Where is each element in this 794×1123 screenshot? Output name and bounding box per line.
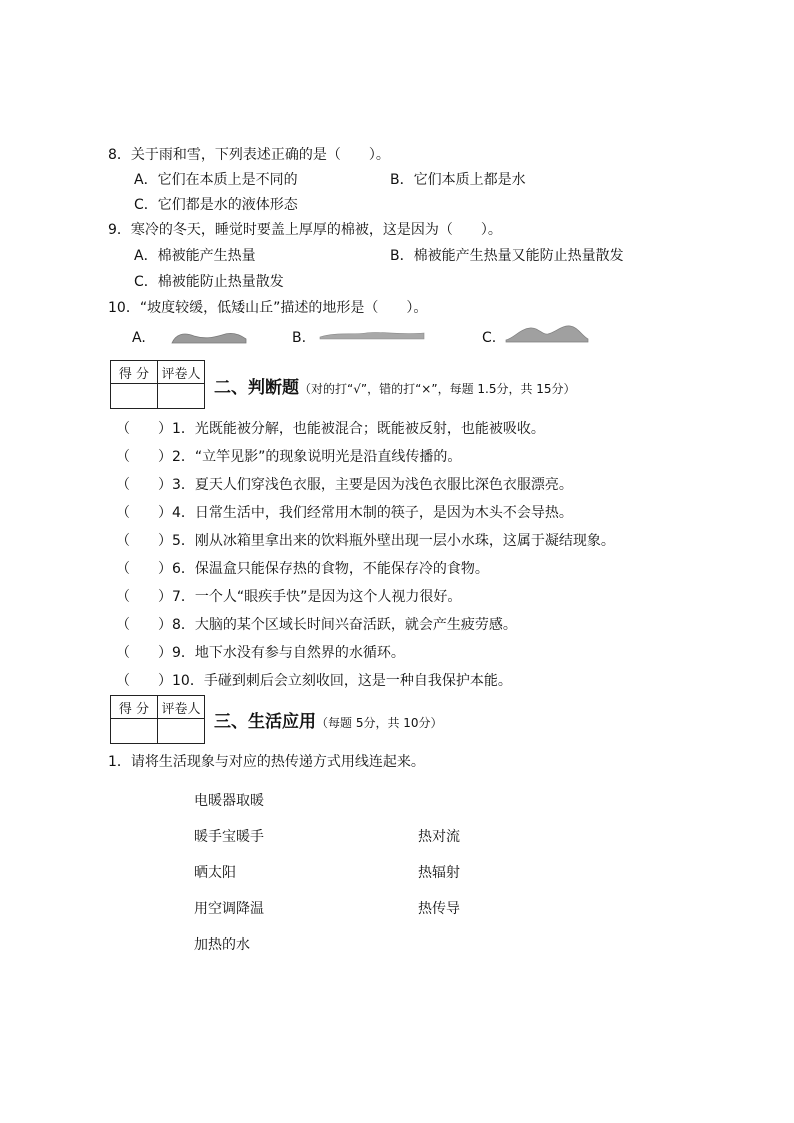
section-2-note: （对的打“√”，错的打“×”，每题 1.5分，共 15分） — [299, 382, 576, 396]
matching-right-item: 热对流 — [418, 829, 460, 845]
section-3-title: 三、生活应用 — [214, 712, 316, 732]
matching-right-item: 热辐射 — [418, 865, 460, 881]
score-label: 得 分 — [111, 361, 158, 384]
matching-question: 1．请将生活现象与对应的热传递方式用线连起来。 — [108, 754, 425, 770]
terrain-b-image — [318, 327, 426, 341]
score-box-section-3 — [110, 695, 205, 744]
question-9-option-c: C．棉被能防止热量散发 — [134, 274, 284, 290]
grader-label: 评卷人 — [158, 696, 205, 719]
matching-left-item: 电暖器取暖 — [194, 793, 264, 809]
judgment-item: （ ）9．地下水没有参与自然界的水循环。 — [116, 645, 405, 661]
grader-label: 评卷人 — [158, 361, 205, 384]
judgment-item: （ ）6．保温盒只能保存热的食物，不能保存冷的食物。 — [116, 561, 489, 577]
question-8-stem: 8．关于雨和雪，下列表述正确的是（ ）。 — [108, 147, 390, 163]
answer-bracket: （ ） — [116, 533, 172, 549]
terrain-c-image — [504, 322, 590, 344]
judgment-item: （ ）10．手碰到刺后会立刻收回，这是一种自我保护本能。 — [116, 673, 512, 689]
score-cell — [111, 719, 158, 744]
matching-left-item: 暖手宝暖手 — [194, 829, 264, 845]
score-box-section-2 — [110, 360, 205, 409]
section-2-title: 二、判断题 — [214, 378, 299, 398]
section-3-note: （每题 5分，共 10分） — [316, 716, 443, 730]
judgment-item: （ ）4．日常生活中，我们经常用木制的筷子，是因为木头不会导热。 — [116, 505, 573, 521]
score-label: 得 分 — [111, 696, 158, 719]
question-8-option-c: C．它们都是水的液体形态 — [134, 197, 298, 213]
question-10-option-c: C. — [482, 330, 497, 346]
question-9-option-a: A．棉被能产生热量 — [134, 248, 256, 264]
question-10-option-b: B. — [292, 330, 307, 346]
matching-left-item: 用空调降温 — [194, 901, 264, 917]
answer-bracket: （ ） — [116, 561, 172, 577]
question-9-option-b: B．棉被能产生热量又能防止热量散发 — [390, 248, 624, 264]
score-cell — [111, 384, 158, 409]
matching-left-item: 晒太阳 — [194, 865, 236, 881]
grader-cell — [158, 384, 205, 409]
question-8-option-b: B．它们本质上都是水 — [390, 172, 526, 188]
answer-bracket: （ ） — [116, 477, 172, 493]
matching-left-item: 加热的水 — [194, 937, 250, 953]
question-10-stem: 10．“坡度较缓，低矮山丘”描述的地形是（ ）。 — [108, 300, 428, 316]
answer-bracket: （ ） — [116, 673, 172, 689]
judgment-item: （ ）2．“立竿见影”的现象说明光是沿直线传播的。 — [116, 449, 462, 465]
judgment-item: （ ）3．夏天人们穿浅色衣服，主要是因为浅色衣服比深色衣服漂亮。 — [116, 477, 573, 493]
answer-bracket: （ ） — [116, 421, 172, 437]
judgment-item: （ ）7．一个人“眼疾手快”是因为这个人视力很好。 — [116, 589, 462, 605]
matching-right-item: 热传导 — [418, 901, 460, 917]
section-2-heading — [214, 378, 576, 399]
answer-bracket: （ ） — [116, 449, 172, 465]
question-8-option-a: A．它们在本质上是不同的 — [134, 172, 298, 188]
answer-bracket: （ ） — [116, 589, 172, 605]
judgment-item: （ ）1．光既能被分解，也能被混合；既能被反射，也能被吸收。 — [116, 421, 545, 437]
answer-bracket: （ ） — [116, 617, 172, 633]
section-3-heading — [214, 712, 443, 733]
question-10-option-a: A. — [132, 330, 146, 346]
grader-cell — [158, 719, 205, 744]
terrain-a-image — [170, 325, 248, 345]
question-9-stem: 9．寒冷的冬天，睡觉时要盖上厚厚的棉被，这是因为（ ）。 — [108, 222, 502, 238]
judgment-item: （ ）5．刚从冰箱里拿出来的饮料瓶外壁出现一层小水珠，这属于凝结现象。 — [116, 533, 615, 549]
answer-bracket: （ ） — [116, 505, 172, 521]
answer-bracket: （ ） — [116, 645, 172, 661]
judgment-item: （ ）8．大脑的某个区域长时间兴奋活跃，就会产生疲劳感。 — [116, 617, 517, 633]
